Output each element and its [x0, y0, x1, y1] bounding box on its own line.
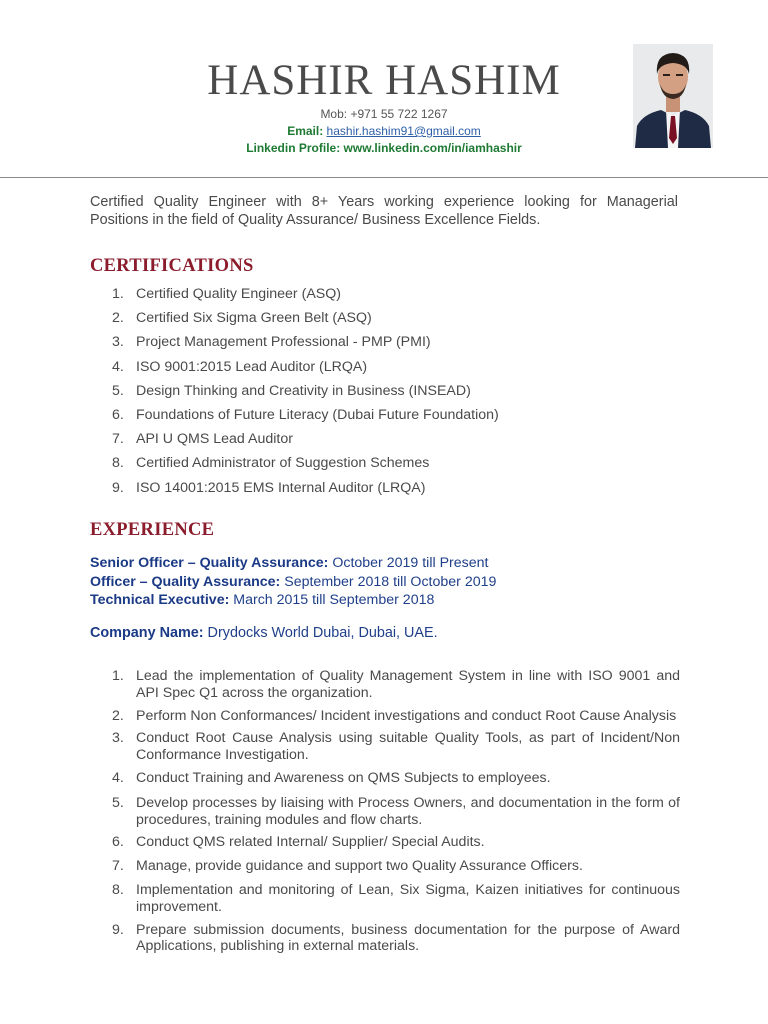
list-item: 6. Foundations of Future Literacy (Dubai Future Foundation): [112, 406, 499, 423]
list-item: 1. Lead the implementation of Quality Management System in line with ISO 9001 and API Spec Q1 across the organization.: [112, 668, 680, 701]
role-line: Senior Officer – Quality Assurance: October 2019 till Present: [90, 555, 489, 571]
certifications-list: [90, 285, 680, 503]
list-item: 4. ISO 9001:2015 Lead Auditor (LRQA): [112, 358, 368, 375]
list-item: 9. ISO 14001:2015 EMS Internal Auditor (LRQA): [112, 479, 426, 496]
list-item: 1. Certified Quality Engineer (ASQ): [112, 286, 342, 302]
list-item: 2. Perform Non Conformances/ Incident investigations and conduct Root Cause Analysis: [112, 707, 677, 724]
company-name: Company Name: Drydocks World Dubai, Dubai, UAE.: [90, 625, 438, 641]
list-item: 2. Certified Six Sigma Green Belt (ASQ): [112, 310, 372, 327]
profile-summary: Certified Quality Engineer with 8+ Years working experience looking for Managerial Positions in the field of Quality Assurance/ Business Excellence Fields.: [90, 194, 678, 228]
linkedin-profile[interactable]: Linkedin Profile: www.linkedin.com/in/iamhashir: [246, 141, 522, 155]
header-divider: [0, 177, 768, 178]
duties-list: [90, 668, 680, 955]
role-line: Officer – Quality Assurance: September 2018 till October 2019: [90, 573, 497, 590]
certifications-heading: CERTIFICATIONS: [90, 256, 254, 276]
list-item: 7. API U QMS Lead Auditor: [112, 431, 293, 448]
email-label: Email:: [287, 124, 327, 138]
list-item: 4. Conduct Training and Awareness on QMS Subjects to employees.: [112, 769, 551, 786]
profile-photo: [633, 44, 713, 148]
list-item: 5. Design Thinking and Creativity in Business (INSEAD): [112, 382, 471, 399]
list-item: 3. Project Management Professional - PMP (PMI): [112, 334, 431, 351]
list-item: 9. Prepare submission documents, business documentation for the purpose of Award Applications, publishing in external materials.: [112, 921, 680, 955]
list-item: 8. Implementation and monitoring of Lean, Six Sigma, Kaizen initiatives for continuous improvement.: [112, 881, 680, 915]
phone-number: Mob: +971 55 722 1267: [320, 107, 448, 121]
candidate-name: HASHIR HASHIM: [207, 57, 561, 104]
experience-heading: EXPERIENCE: [90, 520, 215, 540]
role-line: Technical Executive: March 2015 till September 2018: [90, 592, 435, 608]
roles-list: [90, 554, 496, 610]
email-link[interactable]: hashir.hashim91@gmail.com: [326, 124, 481, 138]
list-item: 3. Conduct Root Cause Analysis using suitable Quality Tools, as part of Incident/Non Conformance Investigation.: [112, 730, 680, 764]
list-item: 5. Develop processes by liaising with Process Owners, and documentation in the form of procedures, training modules and flow charts.: [112, 794, 680, 828]
list-item: 7. Manage, provide guidance and support two Quality Assurance Officers.: [112, 858, 583, 875]
list-item: 6. Conduct QMS related Internal/ Supplier/ Special Audits.: [112, 834, 485, 851]
list-item: 8. Certified Administrator of Suggestion Schemes: [112, 455, 430, 472]
